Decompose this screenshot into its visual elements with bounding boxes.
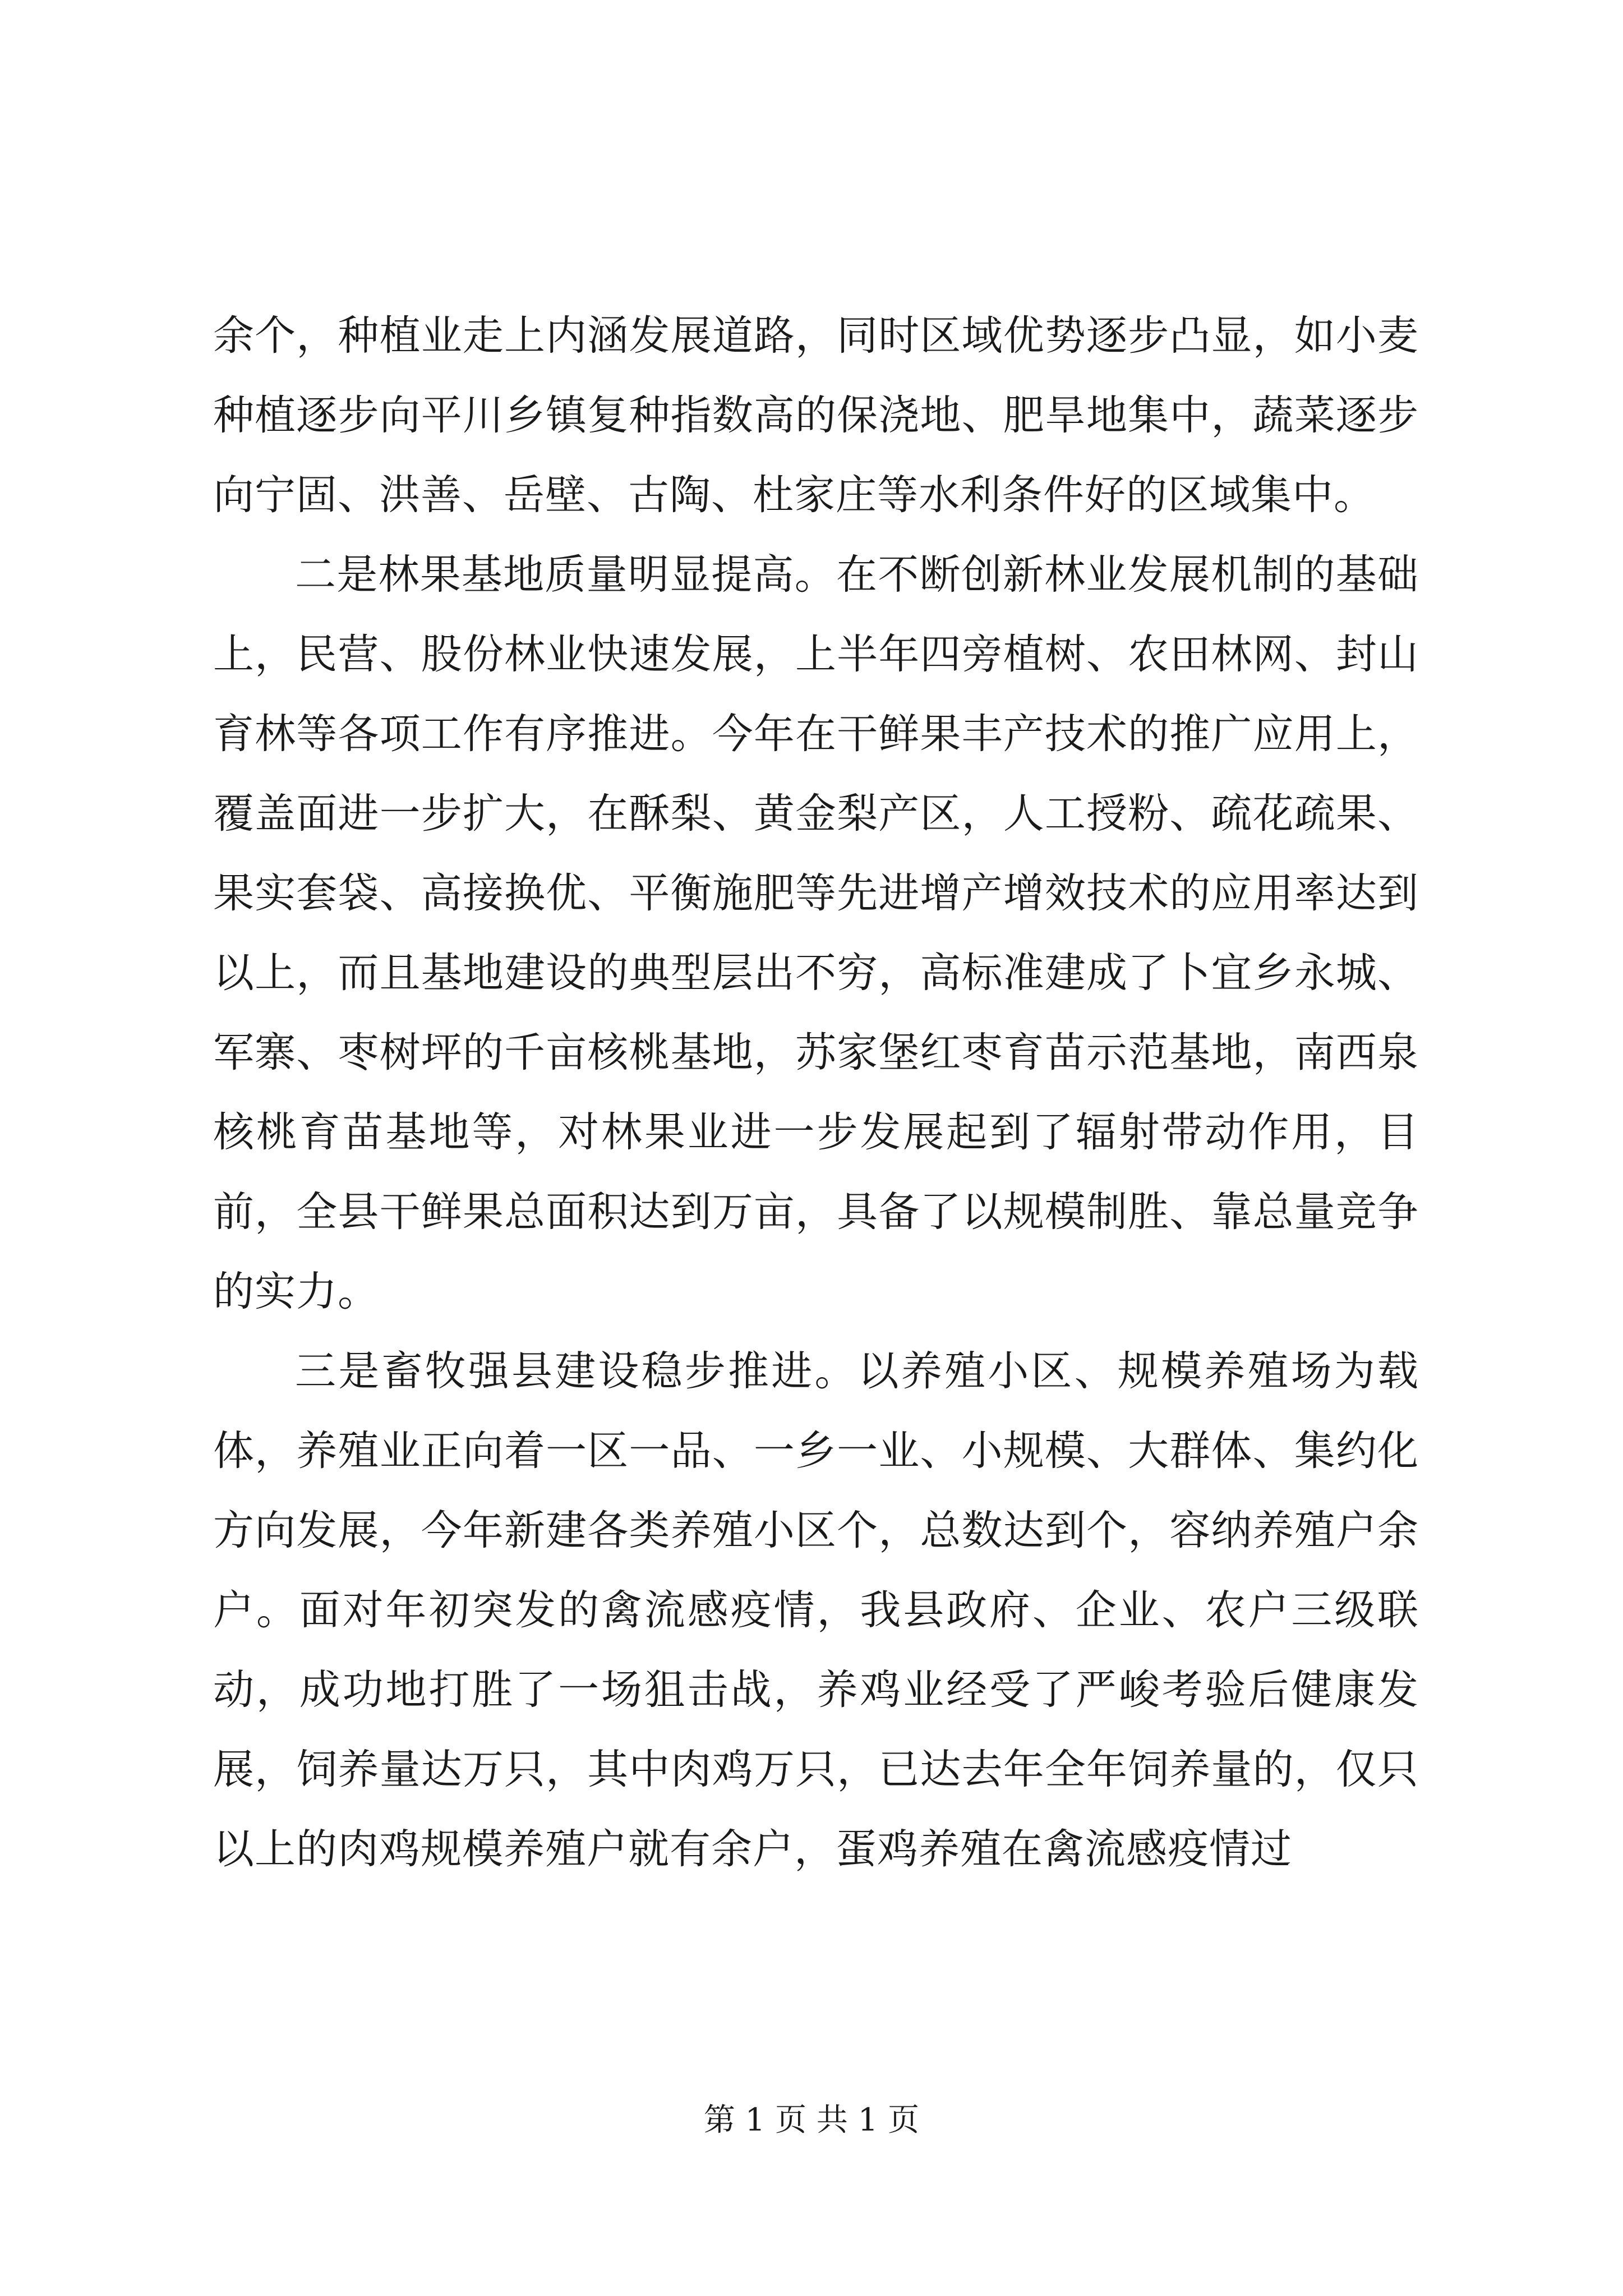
- paragraph-2: 二是林果基地质量明显提高。在不断创新林业发展机制的基础上，民营、股份林业快速发展，上半年四旁植树、农田林网、封山育林等各项工作有序推进。今年在干鲜果丰产技术的推广应用上，覆盖面进一步扩大，在酥梨、黄金梨产区，人工授粉、疏花疏果、果实套袋、高接换优、平衡施肥等先进增产增效技术的应用率达到以上，而且基地建设的典型层出不穷，高标准建成了卜宜乡永城、军寨、枣树坪的千亩核桃基地，苏家堡红枣育苗示范基地，南西泉核桃育苗基地等，对林果业进一步发展起到了辐射带动作用，目前，全县干鲜果总面积达到万亩，具备了以规模制胜、靠总量竞争的实力。: [213, 551, 1419, 1315]
- document-body: [213, 296, 1419, 1889]
- paragraph-3: 三是畜牧强县建设稳步推进。以养殖小区、规模养殖场为载体，养殖业正向着一区一品、一乡一业、小规模、大群体、集约化方向发展，今年新建各类养殖小区个，总数达到个，容纳养殖户余户。面对年初突发的禽流感疫情，我县政府、企业、农户三级联动，成功地打胜了一场狙击战，养鸡业经受了严峻考验后健康发展，饲养量达万只，其中肉鸡万只，已达去年全年饲养量的，仅只以上的肉鸡规模养殖户就有余户，蛋鸡养殖在禽流感疫情过: [213, 1347, 1419, 1873]
- page-footer: 第 1 页 共 1 页: [703, 2102, 920, 2138]
- paragraph-1: 余个，种植业走上内涵发展道路，同时区域优势逐步凸显，如小麦种植逐步向平川乡镇复种指数高的保浇地、肥旱地集中，蔬菜逐步向宁固、洪善、岳壁、古陶、杜家庄等水利条件好的区域集中。: [213, 312, 1419, 519]
